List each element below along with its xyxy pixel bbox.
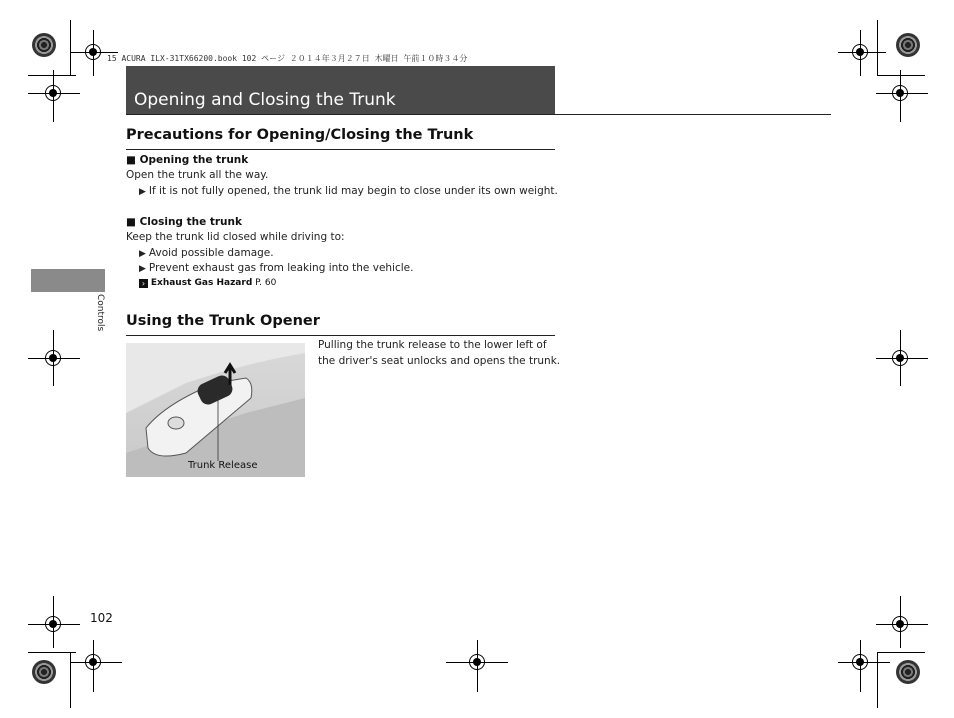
triangle-right-icon: ▶ [139, 249, 146, 259]
trunk-release-figure [126, 343, 305, 477]
registration-mark-icon [892, 85, 908, 101]
page-title: Opening and Closing the Trunk [134, 90, 396, 110]
registration-mark-icon [85, 654, 101, 670]
trunk-opener-description-line1: Pulling the trunk release to the lower left of [318, 339, 547, 351]
page-number: 102 [90, 611, 113, 625]
registration-mark-icon [469, 654, 485, 670]
color-target-icon [32, 660, 56, 684]
section-rule [126, 335, 555, 336]
title-rule [126, 114, 831, 115]
reference-label: Exhaust Gas Hazard [150, 278, 253, 288]
triangle-right-icon: ▶ [139, 264, 146, 274]
reference-link[interactable] [139, 278, 276, 288]
side-tab [31, 269, 105, 292]
color-target-icon [896, 660, 920, 684]
closing-text: Keep the trunk lid closed while driving to: [126, 231, 345, 243]
print-header: 15 ACURA ILX-31TX66200.book 102 ページ ２０１４年３月２７日 木曜日 午前１０時３４分 [107, 54, 468, 63]
subsection-title: Closing the trunk [139, 216, 242, 228]
registration-mark-icon [45, 85, 61, 101]
subsection-heading-opening [126, 154, 248, 166]
side-tab-label: Controls [95, 294, 105, 332]
registration-mark-icon [892, 350, 908, 366]
color-target-icon [896, 33, 920, 57]
section-heading-precautions: Precautions for Opening/Closing the Trunk [126, 127, 474, 143]
color-target-icon [32, 33, 56, 57]
registration-mark-icon [852, 44, 868, 60]
registration-mark-icon [852, 654, 868, 670]
opening-bullet: ▶ If it is not fully opened, the trunk lid may begin to close under its own weight. [139, 185, 558, 197]
registration-mark-icon [45, 616, 61, 632]
square-bullet-icon: ■ [126, 216, 136, 228]
opening-text: Open the trunk all the way. [126, 169, 269, 181]
section-rule [126, 149, 555, 150]
registration-mark-icon [45, 350, 61, 366]
subsection-title: Opening the trunk [139, 154, 249, 166]
reference-page: P. 60 [255, 278, 277, 288]
figure-caption: Trunk Release [188, 460, 258, 471]
trunk-release-illustration [126, 343, 305, 477]
registration-mark-icon [85, 44, 101, 60]
reference-arrow-icon: › [139, 279, 148, 288]
closing-bullet: ▶ Avoid possible damage. [139, 247, 274, 259]
triangle-right-icon: ▶ [139, 187, 146, 197]
registration-mark-icon [892, 616, 908, 632]
section-heading-trunk-opener: Using the Trunk Opener [126, 313, 320, 329]
square-bullet-icon: ■ [126, 154, 136, 166]
trunk-opener-description-line2: the driver's seat unlocks and opens the trunk. [318, 355, 561, 367]
closing-bullet: ▶ Prevent exhaust gas from leaking into the vehicle. [139, 262, 414, 274]
subsection-heading-closing [126, 216, 242, 228]
